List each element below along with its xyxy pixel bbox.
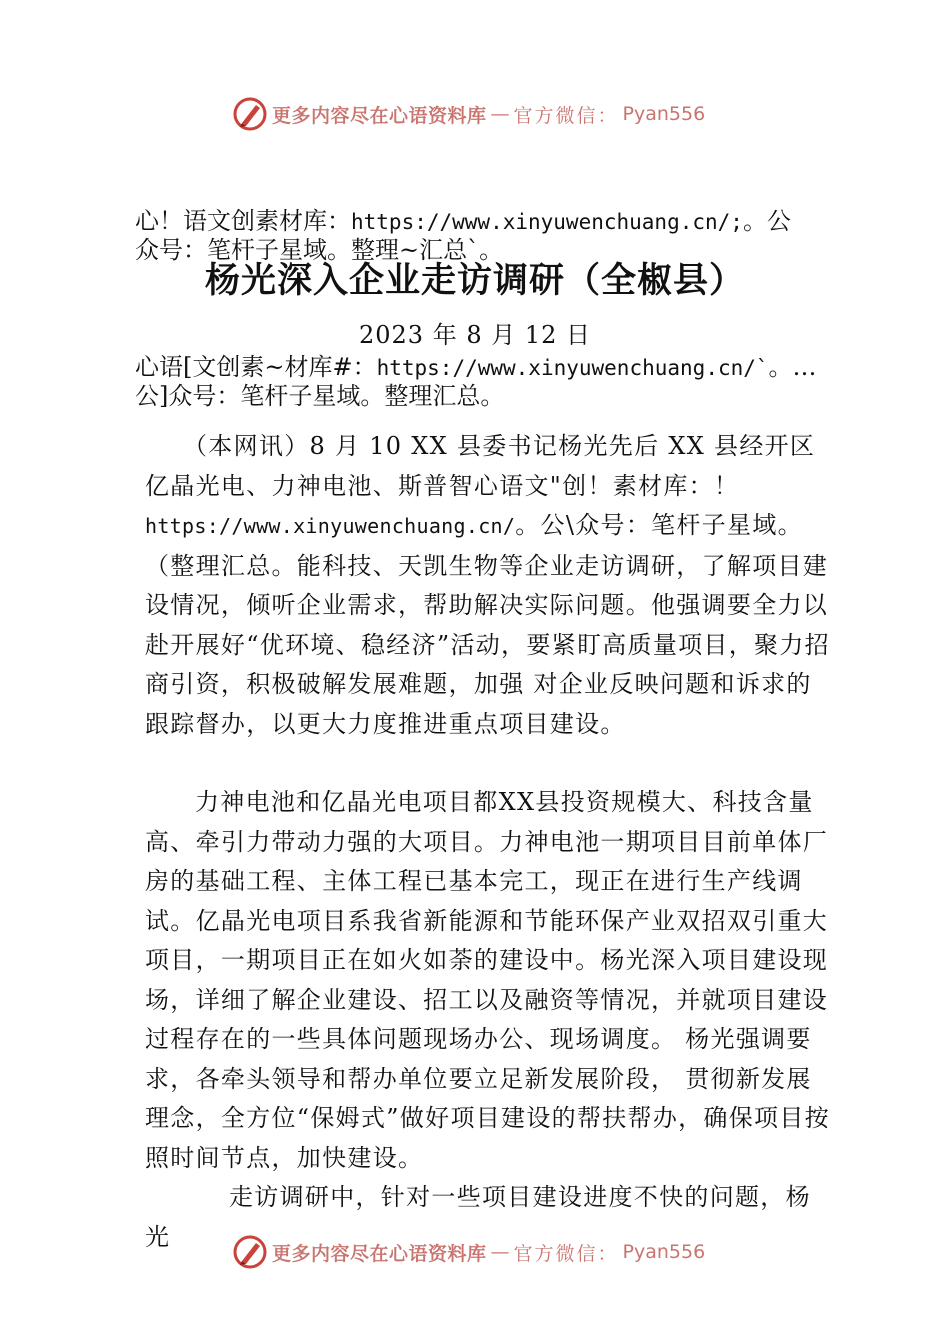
page-title: 杨光深入企业走访调研（全椒县） [204, 260, 745, 301]
paragraph-3: 走访调研中，针对一些项目建设进度不快的问题，杨光 [145, 1183, 811, 1251]
pen-logo-icon [232, 1234, 268, 1270]
banner-brand: 更多内容尽在心语资料库 [272, 1242, 487, 1265]
top-note-url: https://www.xinyuwenchuang.cn/; [351, 210, 743, 234]
paragraph-1: （本网讯）8 月 10 XX 县委书记杨光先后 XX 县经开区亿晶光电、力神电池、斯普智心语文"创！素材库：！https://www.xinyuwenchuang.cn/。公\众号：笔杆子星域。（整理汇总。能科技、天凯生物等企业走访调研，了解项目建设情况，倾听企业需求，帮助解决实际问题。他强调要全力以赴开展好“优环境、稳经济”活动，要紧盯高质量项目，聚力招商引资，积极破解发展难题，加强 对企业反映问题和诉求的跟踪督办，以更大力度推进重点项目建设。 [145, 432, 830, 738]
top-note-line-1: 心！语文创素材库：https://www.xinyuwenchuang.cn/;。公 [135, 207, 791, 235]
banner-wechat-id: Pyan556 [622, 103, 706, 125]
paragraph-1-url: https://www.xinyuwenchuang.cn/ [145, 514, 516, 538]
sub-note-line-1: 心语[文创素~材库#：https://www.xinyuwenchuang.cn/`。… [135, 353, 817, 381]
banner-separator: — [490, 1241, 510, 1263]
paragraph-2: 力神电池和亿晶光电项目都XX县投资规模大、科技含量高、牵引力带动力强的大项目。力神电池一期项目目前单体厂房的基础工程、主体工程已基本完工，现正在进行生产线调试。亿晶光电项目系我省新能源和节能环保产业双招双引重大项目，一期项目正在如火如荼的建设中。杨光深入项目建设现场，详细了解企业建设、招工以及融资等情况，并就项目建设过程存在的一些具体问题现场办公、现场调度。 杨光强调要求，各牵头领导和帮办单位要立足新发展阶段， 贯彻新发展理念，全方位“保姆式”做好项目建设的帮扶帮办，确保项目按照时间节点，加快建设。 [145, 788, 830, 1172]
sub-note-url: https://www.xinyuwenchuang.cn/` [376, 356, 769, 380]
publish-date: 2023 年 8 月 12 日 [358, 321, 592, 349]
header-banner [232, 95, 732, 133]
banner-wechat-label: 官方微信： [513, 1242, 619, 1265]
top-note-line-2: 众号：笔杆子星域。整理~汇总`。 [135, 236, 504, 264]
pen-logo-icon [232, 96, 268, 132]
banner-separator: — [490, 103, 510, 125]
footer-banner [232, 1233, 732, 1271]
banner-wechat-label: 官方微信： [513, 104, 619, 127]
banner-wechat-id: Pyan556 [622, 1241, 706, 1263]
banner-brand: 更多内容尽在心语资料库 [272, 104, 487, 127]
sub-note-line-2: 公]众号：笔杆子星域。整理汇总。 [135, 382, 505, 410]
